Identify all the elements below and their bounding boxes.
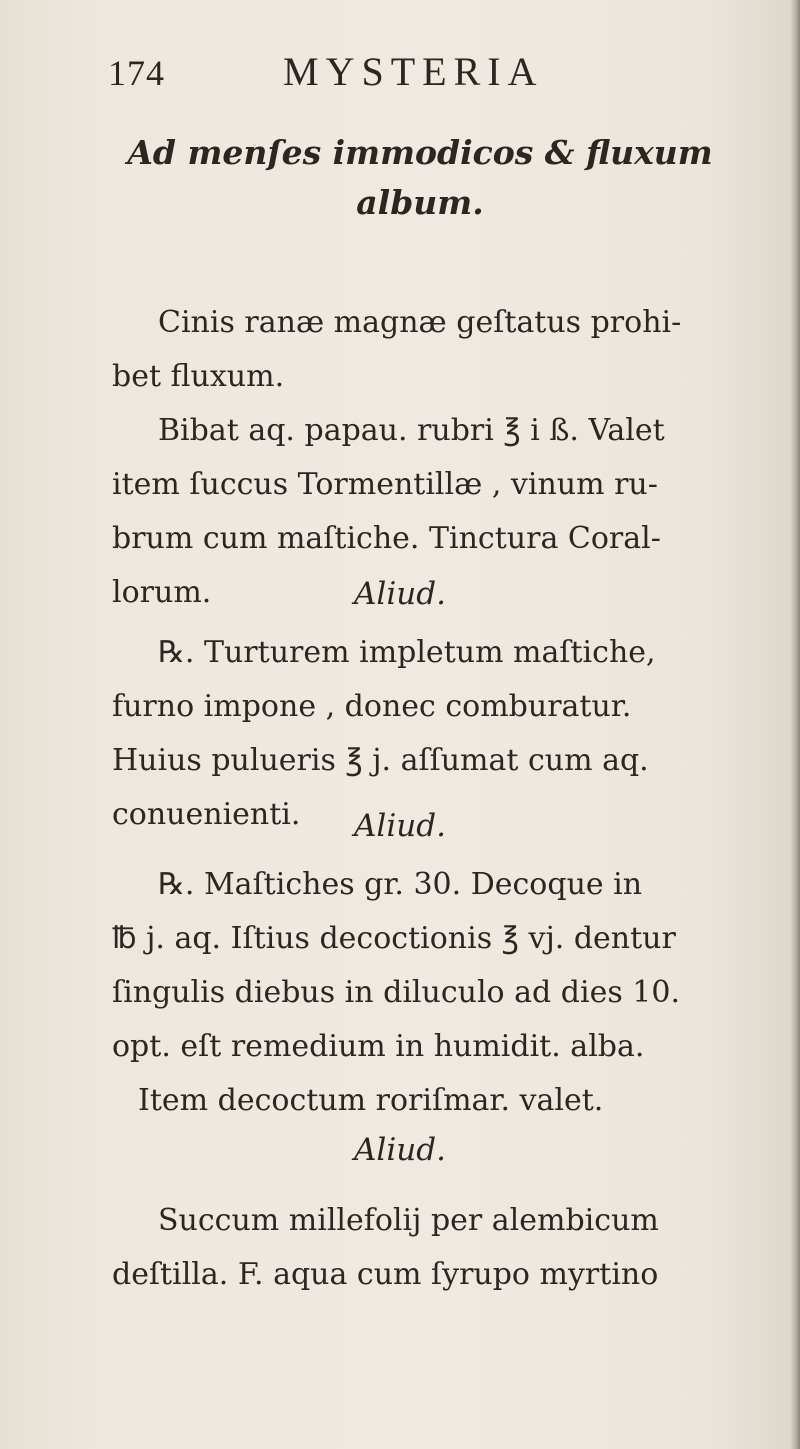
text-line: ℞. Turturem impletum maſtiche,: [158, 635, 656, 670]
page-number: 174: [108, 53, 165, 93]
section-title-line-2: album.: [356, 183, 484, 222]
text-line: conuenienti.: [112, 797, 301, 832]
text-line: Cinis ranæ magnæ geſtatus prohi-: [158, 305, 682, 340]
running-title: MYSTERIA: [283, 49, 544, 94]
text-line: lorum.: [112, 575, 212, 610]
text-line: item ſuccus Tormentillæ , vinum ru-: [112, 467, 658, 502]
subheading-aliud-2: Aliud.: [354, 808, 446, 844]
section-title-line-1: Ad menſes immodicos & fluxum: [127, 133, 713, 172]
text-line: bet fluxum.: [112, 359, 285, 394]
text-line: brum cum maſtiche. Tinctura Coral-: [112, 521, 661, 556]
section-title: [80, 128, 760, 228]
subheading-aliud-1: Aliud.: [354, 576, 446, 612]
text-line: opt. eſt remedium in humidit. alba.: [112, 1029, 645, 1064]
text-line: Huius pulueris ℥ j. aſſumat cum aq.: [112, 743, 649, 778]
paragraph-5: [112, 1194, 792, 1302]
text-line: Succum millefolij per alembicum: [158, 1203, 659, 1238]
subheading-aliud-3: Aliud.: [354, 1132, 446, 1168]
text-line: Item decoctum roriſmar. valet.: [138, 1083, 604, 1118]
paragraph-1: [112, 296, 792, 404]
text-line: ℔ j. aq. Iſtius decoctionis ℥ vj. dentur: [112, 921, 676, 956]
running-header: [0, 44, 800, 104]
paragraph-4: [112, 858, 792, 1128]
text-line: furno impone , donec comburatur.: [112, 689, 632, 724]
text-line: Bibat aq. papau. rubri ℥ i ß. Valet: [158, 413, 665, 448]
text-line: deſtilla. F. aqua cum ſyrupo myrtino: [112, 1257, 659, 1292]
text-line: ſingulis diebus in diluculo ad dies 10.: [112, 975, 680, 1010]
text-line: ℞. Maſtiches gr. 30. Decoque in: [158, 867, 643, 902]
